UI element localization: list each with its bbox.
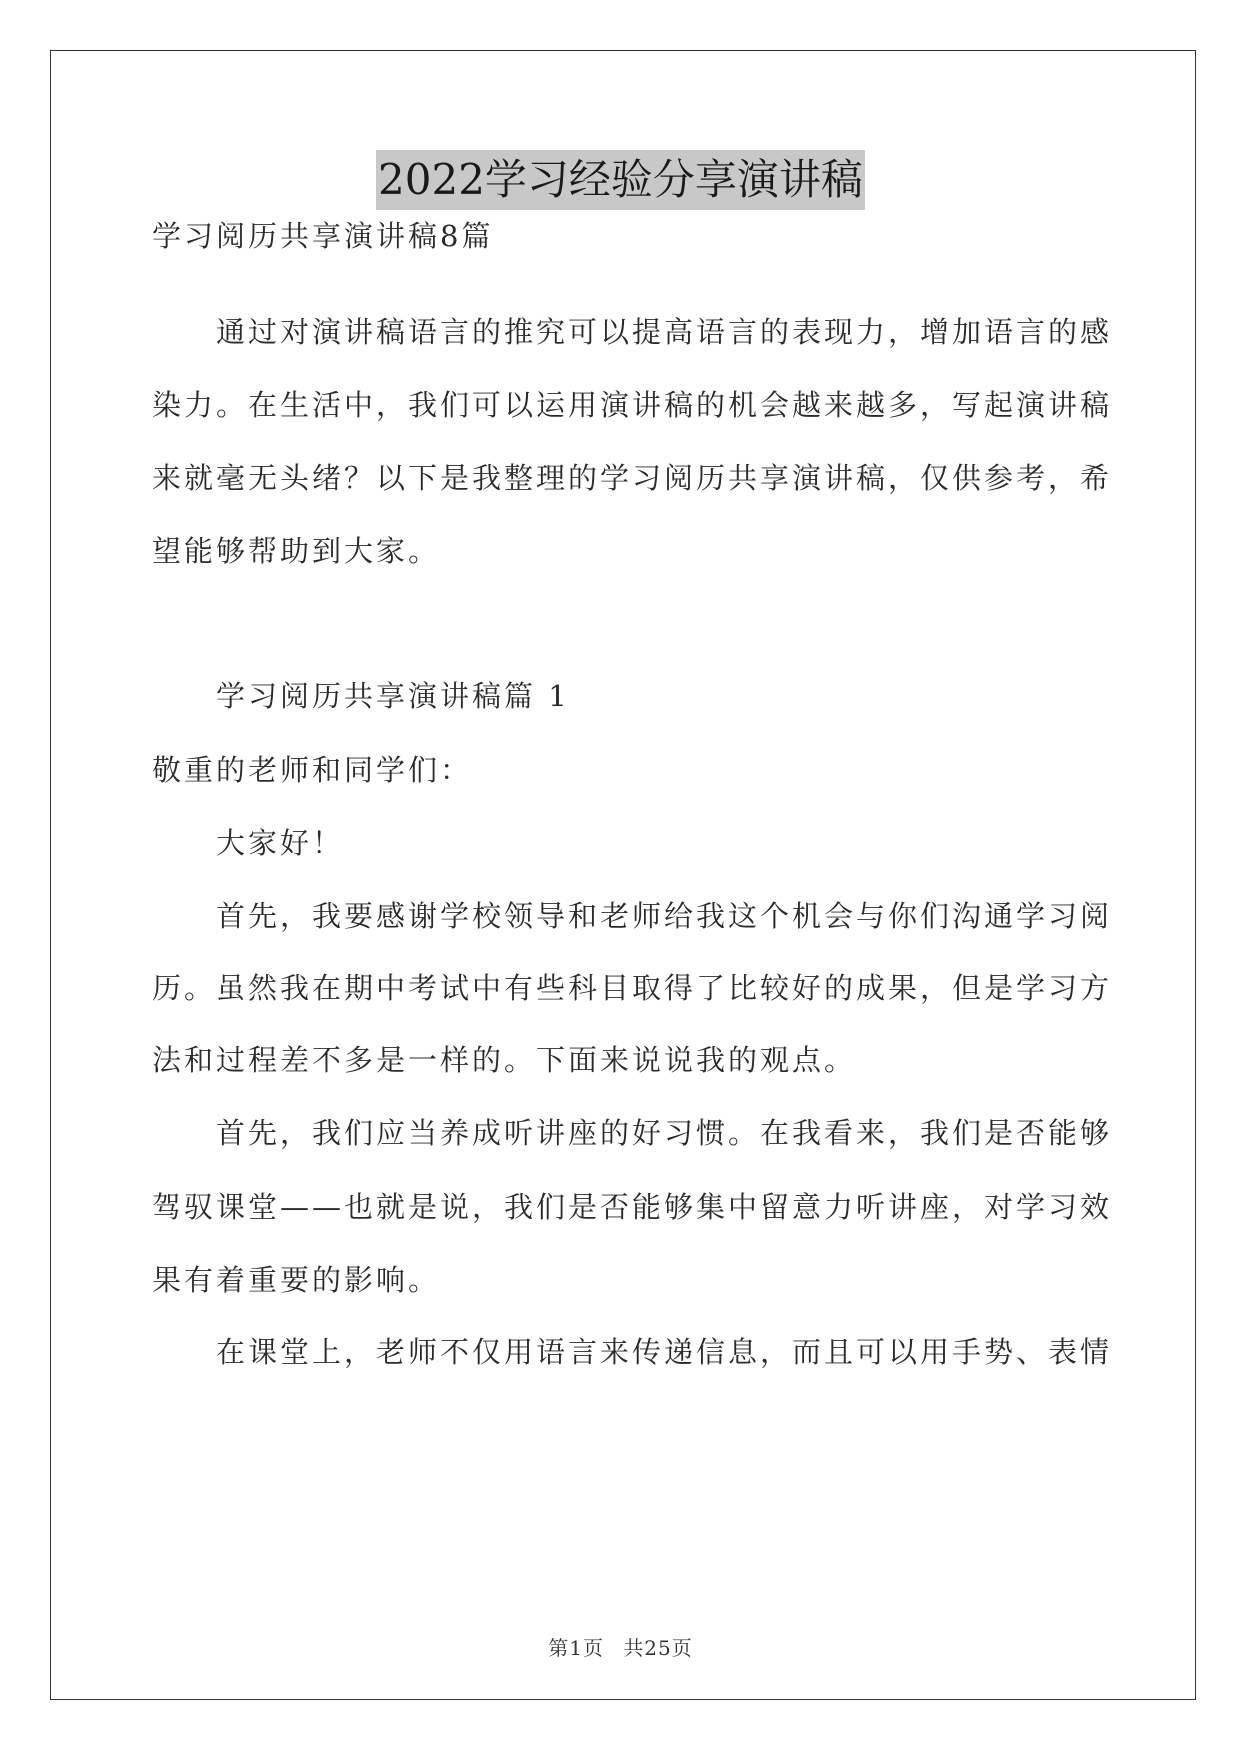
page-number: 第1页 [548,1636,604,1660]
subtitle: 学习阅历共享演讲稿8篇 [152,219,494,253]
paragraph-line: 历。虽然我在期中考试中有些科目取得了比较好的成果，但是学习方 [152,971,1113,1005]
page-total: 共25页 [623,1636,693,1660]
section-heading: 学习阅历共享演讲稿篇 1 [216,679,570,713]
paragraph-line: 来就毫无头绪？以下是我整理的学习阅历共享演讲稿，仅供参考，希 [152,461,1113,495]
title-wrap [0,150,1241,210]
paragraph-line: 通过对演讲稿语言的推究可以提高语言的表现力，增加语言的感 [216,315,1113,349]
paragraph-line: 首先，我们应当养成听讲座的好习惯。在我看来，我们是否能够 [216,1116,1113,1150]
paragraph-line: 法和过程差不多是一样的。下面来说说我的观点。 [152,1043,857,1077]
paragraph-line: 首先，我要感谢学校领导和老师给我这个机会与你们沟通学习阅 [216,899,1113,933]
paragraph-line: 驾驭课堂——也就是说，我们是否能够集中留意力听讲座，对学习效 [152,1190,1113,1224]
paragraph-line: 在课堂上，老师不仅用语言来传递信息，而且可以用手势、表情 [216,1335,1113,1369]
salutation: 敬重的老师和同学们： [152,753,473,787]
greeting: 大家好！ [216,826,345,860]
paragraph-line: 染力。在生活中，我们可以运用演讲稿的机会越来越多，写起演讲稿 [152,388,1113,422]
paragraph-line: 果有着重要的影响。 [152,1263,441,1297]
page-border [50,50,1196,1700]
page-footer [0,1632,1241,1661]
document-title: 2022学习经验分享演讲稿 [376,150,865,210]
paragraph-line: 望能够帮助到大家。 [152,534,441,568]
